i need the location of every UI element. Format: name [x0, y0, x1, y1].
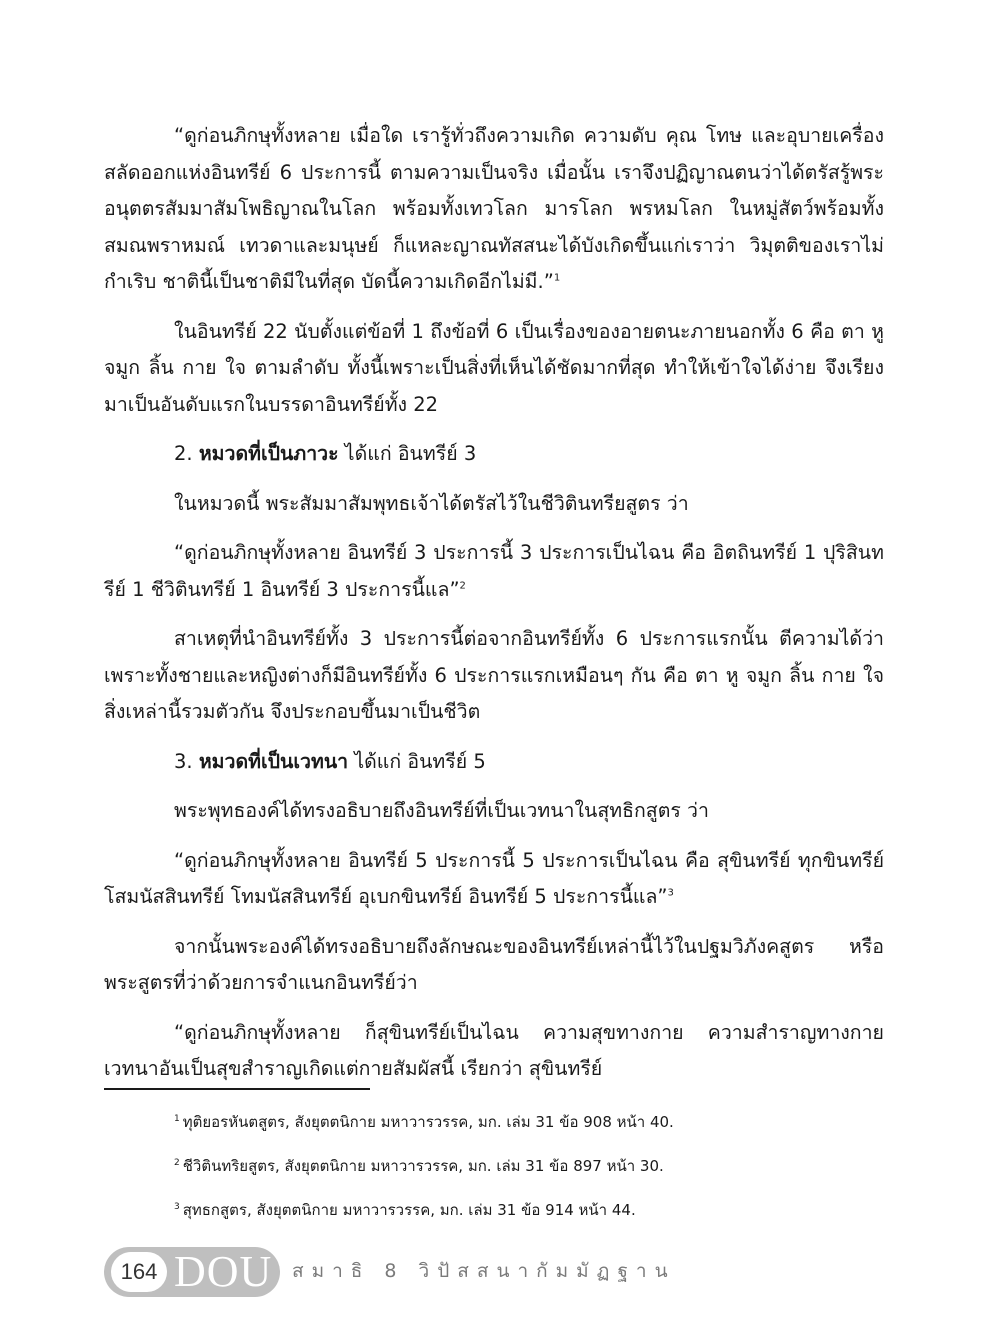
section-heading-3: [104, 744, 884, 781]
footnotes: [174, 1104, 894, 1236]
footnote-number: 1: [174, 1114, 180, 1124]
paragraph-text: สาเหตุที่นำอินทรีย์ทั้ง 3 ประการนี้ต่อจากอินทรีย์ทั้ง 6 ประการแรกนั้น ตีความได้ว่า เพราะทั้งชายและหญิงต่างก็มีอินทรีย์ทั้ง 6 ประการแรกเหมือนๆ กัน คือ ตา หู จมูก ลิ้น กาย ใจ สิ่งเหล่านี้รวมตัวกัน จึงประกอบขึ้นมาเป็นชีวิต: [104, 627, 884, 723]
footnote-item: [174, 1104, 894, 1148]
paragraph-explanation: [104, 621, 884, 731]
book-title: สมาธิ 8 วิปัสสนากัมมัฏฐาน: [292, 1260, 676, 1282]
paragraph-quote-1: [104, 118, 884, 301]
paragraph-text: ในอินทรีย์ 22 นับตั้งแต่ข้อที่ 1 ถึงข้อที่ 6 เป็นเรื่องของอายตนะภายนอกทั้ง 6 คือ ตา หู จมูก ลิ้น กาย ใจ ตามลำดับ ทั้งนี้เพราะเป็นสิ่งที่เห็นได้ชัดมากที่สุด ทำให้เข้าใจได้ง่าย จึงเรียงมาเป็นอันดับแรกในบรรดาอินทรีย์ทั้ง 22: [104, 319, 884, 416]
footnote-number: 2: [174, 1158, 180, 1168]
section-title: หมวดที่เป็นเวทนา: [198, 749, 349, 773]
paragraph-text: “ดูก่อนภิกษุทั้งหลาย อินทรีย์ 3 ประการนี้ 3 ประการเป็นไฉน คือ อิตถินทรีย์ 1 ปุริสินทรีย์ 1 ชีวิตินทรีย์ 1 อินทรีย์ 3 ประการนี้แล”: [104, 541, 884, 601]
paragraph-text: “ดูก่อนภิกษุทั้งหลาย เมื่อใด เรารู้ทั่วถึงความเกิด ความดับ คุณ โทษ และอุบายเครื่องสลัดออกแห่งอินทรีย์ 6 ประการนี้ ตามความเป็นจริง เมื่อนั้น เราจึงปฏิญาณตนว่าได้ตรัสรู้พระอนุตตรสัมมาสัมโพธิญาณในโลก พร้อมทั้งเทวโลก มารโลก พรหมโลก ในหมู่สัตว์พร้อมทั้งสมณพราหมณ์ เทวดาและมนุษย์ ก็แหละญาณทัสสนะได้บังเกิดขึ้นแก่เราว่า วิมุตติของเราไม่กำเริบ ชาตินี้เป็นชาติมีในที่สุด บัดนี้ความเกิดอีกไม่มี.”: [104, 124, 884, 293]
footnote-ref[interactable]: 3: [667, 887, 674, 899]
dou-logo: DOU: [174, 1247, 273, 1296]
paragraph-text: “ดูก่อนภิกษุทั้งหลาย ก็สุขินทรีย์เป็นไฉน ความสุขทางกาย ความสำราญทางกาย เวทนาอันเป็นสุขสำราญเกิดแต่กายสัมผัสนี้ เรียกว่า สุขินทรีย์: [104, 1020, 884, 1080]
paragraph-text: พระพุทธองค์ได้ทรงอธิบายถึงอินทรีย์ที่เป็นเวทนาในสุทธิกสูตร ว่า: [174, 799, 709, 822]
body-text: [104, 118, 884, 1101]
footnote-item: [174, 1148, 894, 1192]
footnote-divider: [104, 1088, 370, 1090]
paragraph-quote-2: [104, 535, 884, 608]
footnote-item: [174, 1192, 894, 1236]
paragraph-indriya-22: [104, 314, 884, 424]
section-number: 3.: [174, 749, 193, 773]
page-footer: [104, 1244, 904, 1300]
paragraph-text: ในหมวดนี้ พระสัมมาสัมพุทธเจ้าได้ตรัสไว้ในชีวิตินทรียสูตร ว่า: [174, 491, 689, 515]
section-subtitle: ได้แก่ อินทรีย์ 5: [354, 749, 486, 773]
footnote-number: 3: [174, 1202, 180, 1212]
footnote-ref[interactable]: 2: [459, 580, 466, 591]
paragraph-intro-2: [104, 486, 884, 523]
footnote-ref[interactable]: 1: [553, 272, 561, 284]
section-subtitle: ได้แก่ อินทรีย์ 3: [344, 442, 477, 465]
paragraph-text: “ดูก่อนภิกษุทั้งหลาย อินทรีย์ 5 ประการนี้ 5 ประการเป็นไฉน คือ สุขินทรีย์ ทุกขินทรีย์ โสมนัสสินทรีย์ โทมนัสสินทรีย์ อุเบกขินทรีย์ อินทรีย์ 5 ประการนี้แล”: [104, 848, 884, 908]
paragraph-intro-3: [104, 793, 884, 830]
paragraph-vibhanga: [104, 929, 884, 1002]
paragraph-quote-3: [104, 843, 884, 916]
page-number: 164: [111, 1252, 167, 1292]
paragraph-text: จากนั้นพระองค์ได้ทรงอธิบายถึงลักษณะของอินทรีย์เหล่านี้ไว้ในปฐมวิภังคสูตร หรือ พระสูตรที่ว่าด้วยการจำแนกอินทรีย์ว่า: [104, 934, 884, 994]
footnote-text: ทุติยอรหันตสูตร, สังยุตตนิกาย มหาวารวรรค, มก. เล่ม 31 ข้อ 908 หน้า 40.: [182, 1113, 674, 1131]
section-title: หมวดที่เป็นภาวะ: [198, 442, 339, 465]
paragraph-quote-4: [104, 1015, 884, 1088]
footnote-text: ชีวิตินทริยสูตร, สังยุตตนิกาย มหาวารวรรค, มก. เล่ม 31 ข้อ 897 หน้า 30.: [182, 1157, 664, 1175]
section-number: 2.: [174, 442, 193, 465]
section-heading-2: [104, 436, 884, 473]
footnote-text: สุทธกสูตร, สังยุตตนิกาย มหาวารวรรค, มก. เล่ม 31 ข้อ 914 หน้า 44.: [182, 1201, 636, 1219]
